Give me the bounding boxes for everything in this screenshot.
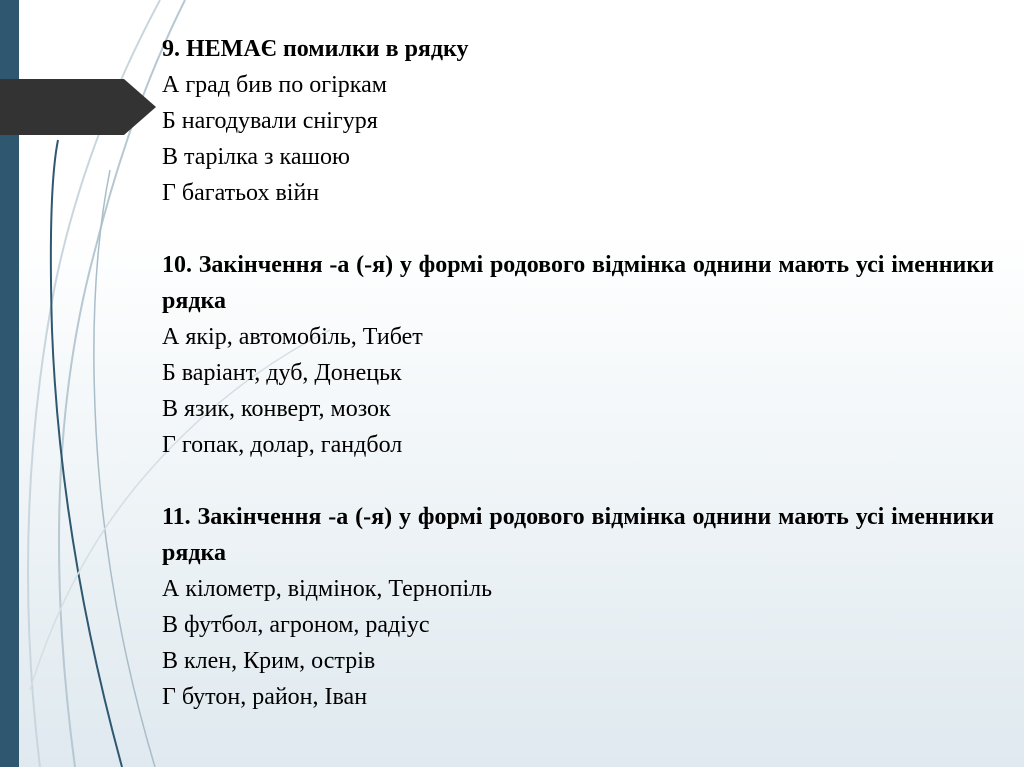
question-11-option-h: Г бутон, район, Іван [162, 684, 368, 710]
question-10-option-v: В язик, конверт, мозок [162, 396, 391, 422]
question-10-option-h: Г гопак, долар, гандбол [162, 432, 403, 458]
question-9-title: 9. НЕМАЄ помилки в рядку [162, 36, 469, 62]
question-9-option-b: Б нагодували снігуря [162, 108, 378, 134]
question-9-option-v: В тарілка з кашою [162, 144, 350, 170]
question-11-option-v: В клен, Крим, острів [162, 648, 376, 674]
question-11-option-a: А кілометр, відмінок, Тернопіль [162, 576, 493, 602]
question-10-option-b: Б варіант, дуб, Донецьк [162, 360, 402, 386]
question-11-option-b: В футбол, агроном, радіус [162, 612, 430, 638]
question-9-option-h: Г багатьох війн [162, 180, 320, 206]
spacer [162, 463, 994, 499]
spacer [162, 211, 994, 247]
title-flag-shape [0, 79, 156, 135]
question-10-option-a: А якір, автомобіль, Тибет [162, 324, 423, 350]
question-9-option-a: А град бив по огіркам [162, 72, 387, 98]
question-11-title: 11. Закінчення -а (-я) у формі родового відмінка однини мають усі іменники рядка [162, 504, 994, 566]
quiz-content [162, 31, 994, 715]
question-10-title: 10. Закінчення -а (-я) у формі родового відмінка однини мають усі іменники рядка [162, 252, 994, 314]
